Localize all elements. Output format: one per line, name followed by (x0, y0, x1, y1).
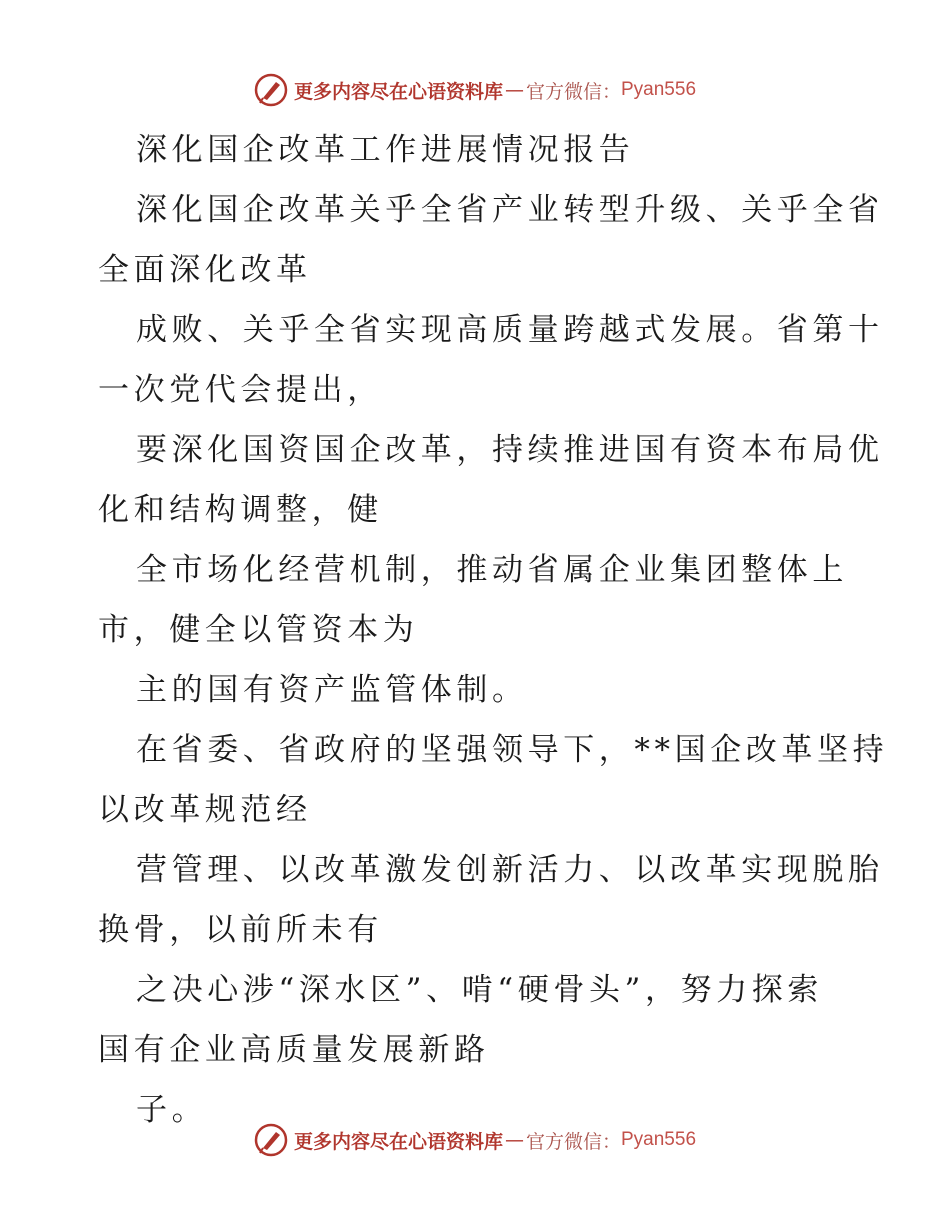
quill-pen-icon (254, 1123, 288, 1157)
banner-separator: — (504, 79, 524, 101)
text-line: 营管理、以改革激发创新活力、以改革实现脱胎 (136, 852, 884, 888)
banner-separator: — (504, 1129, 524, 1151)
text-line: 成败、关乎全省实现高质量跨越式发展。省第十 (136, 312, 884, 348)
document-body (98, 120, 889, 1140)
text-line: 国有企业高质量发展新路 (98, 1032, 490, 1068)
text-line: 主的国有资产监管体制。 (136, 672, 528, 708)
text-line: 以改革规范经 (98, 792, 312, 828)
footer-watermark-banner (0, 1120, 950, 1160)
banner-wechat-id: Pyan556 (621, 1129, 697, 1150)
text-line: 一次党代会提出， (98, 372, 383, 408)
text-line: 全面深化改革 (98, 252, 312, 288)
banner-wechat-id: Pyan556 (621, 79, 697, 100)
text-line: 市，健全以管资本为 (98, 612, 419, 648)
text-line: 之决心涉“深水区”、啃“硬骨头”，努力探索 (136, 972, 823, 1008)
banner-wechat-label: 官方微信： (525, 80, 621, 103)
text-line: 全市场化经营机制，推动省属企业集团整体上 (136, 552, 848, 588)
banner-main-text: 更多内容尽在心语资料库 (293, 1130, 503, 1153)
text-line: 深化国企改革关乎全省产业转型升级、关乎全省 (136, 192, 884, 228)
text-line: 要深化国资国企改革，持续推进国有资本布局优 (136, 432, 884, 468)
text-line: 换骨，以前所未有 (98, 912, 383, 948)
quill-pen-icon (254, 73, 288, 107)
header-watermark-banner (0, 70, 950, 110)
banner-wechat-label: 官方微信： (525, 1130, 621, 1153)
text-line: 子。 (136, 1092, 208, 1128)
banner-main-text: 更多内容尽在心语资料库 (293, 80, 503, 103)
document-title: 深化国企改革工作进展情况报告 (136, 132, 635, 168)
text-line: 在省委、省政府的坚强领导下，**国企改革坚持 (136, 732, 889, 768)
text-line: 化和结构调整，健 (98, 492, 383, 528)
